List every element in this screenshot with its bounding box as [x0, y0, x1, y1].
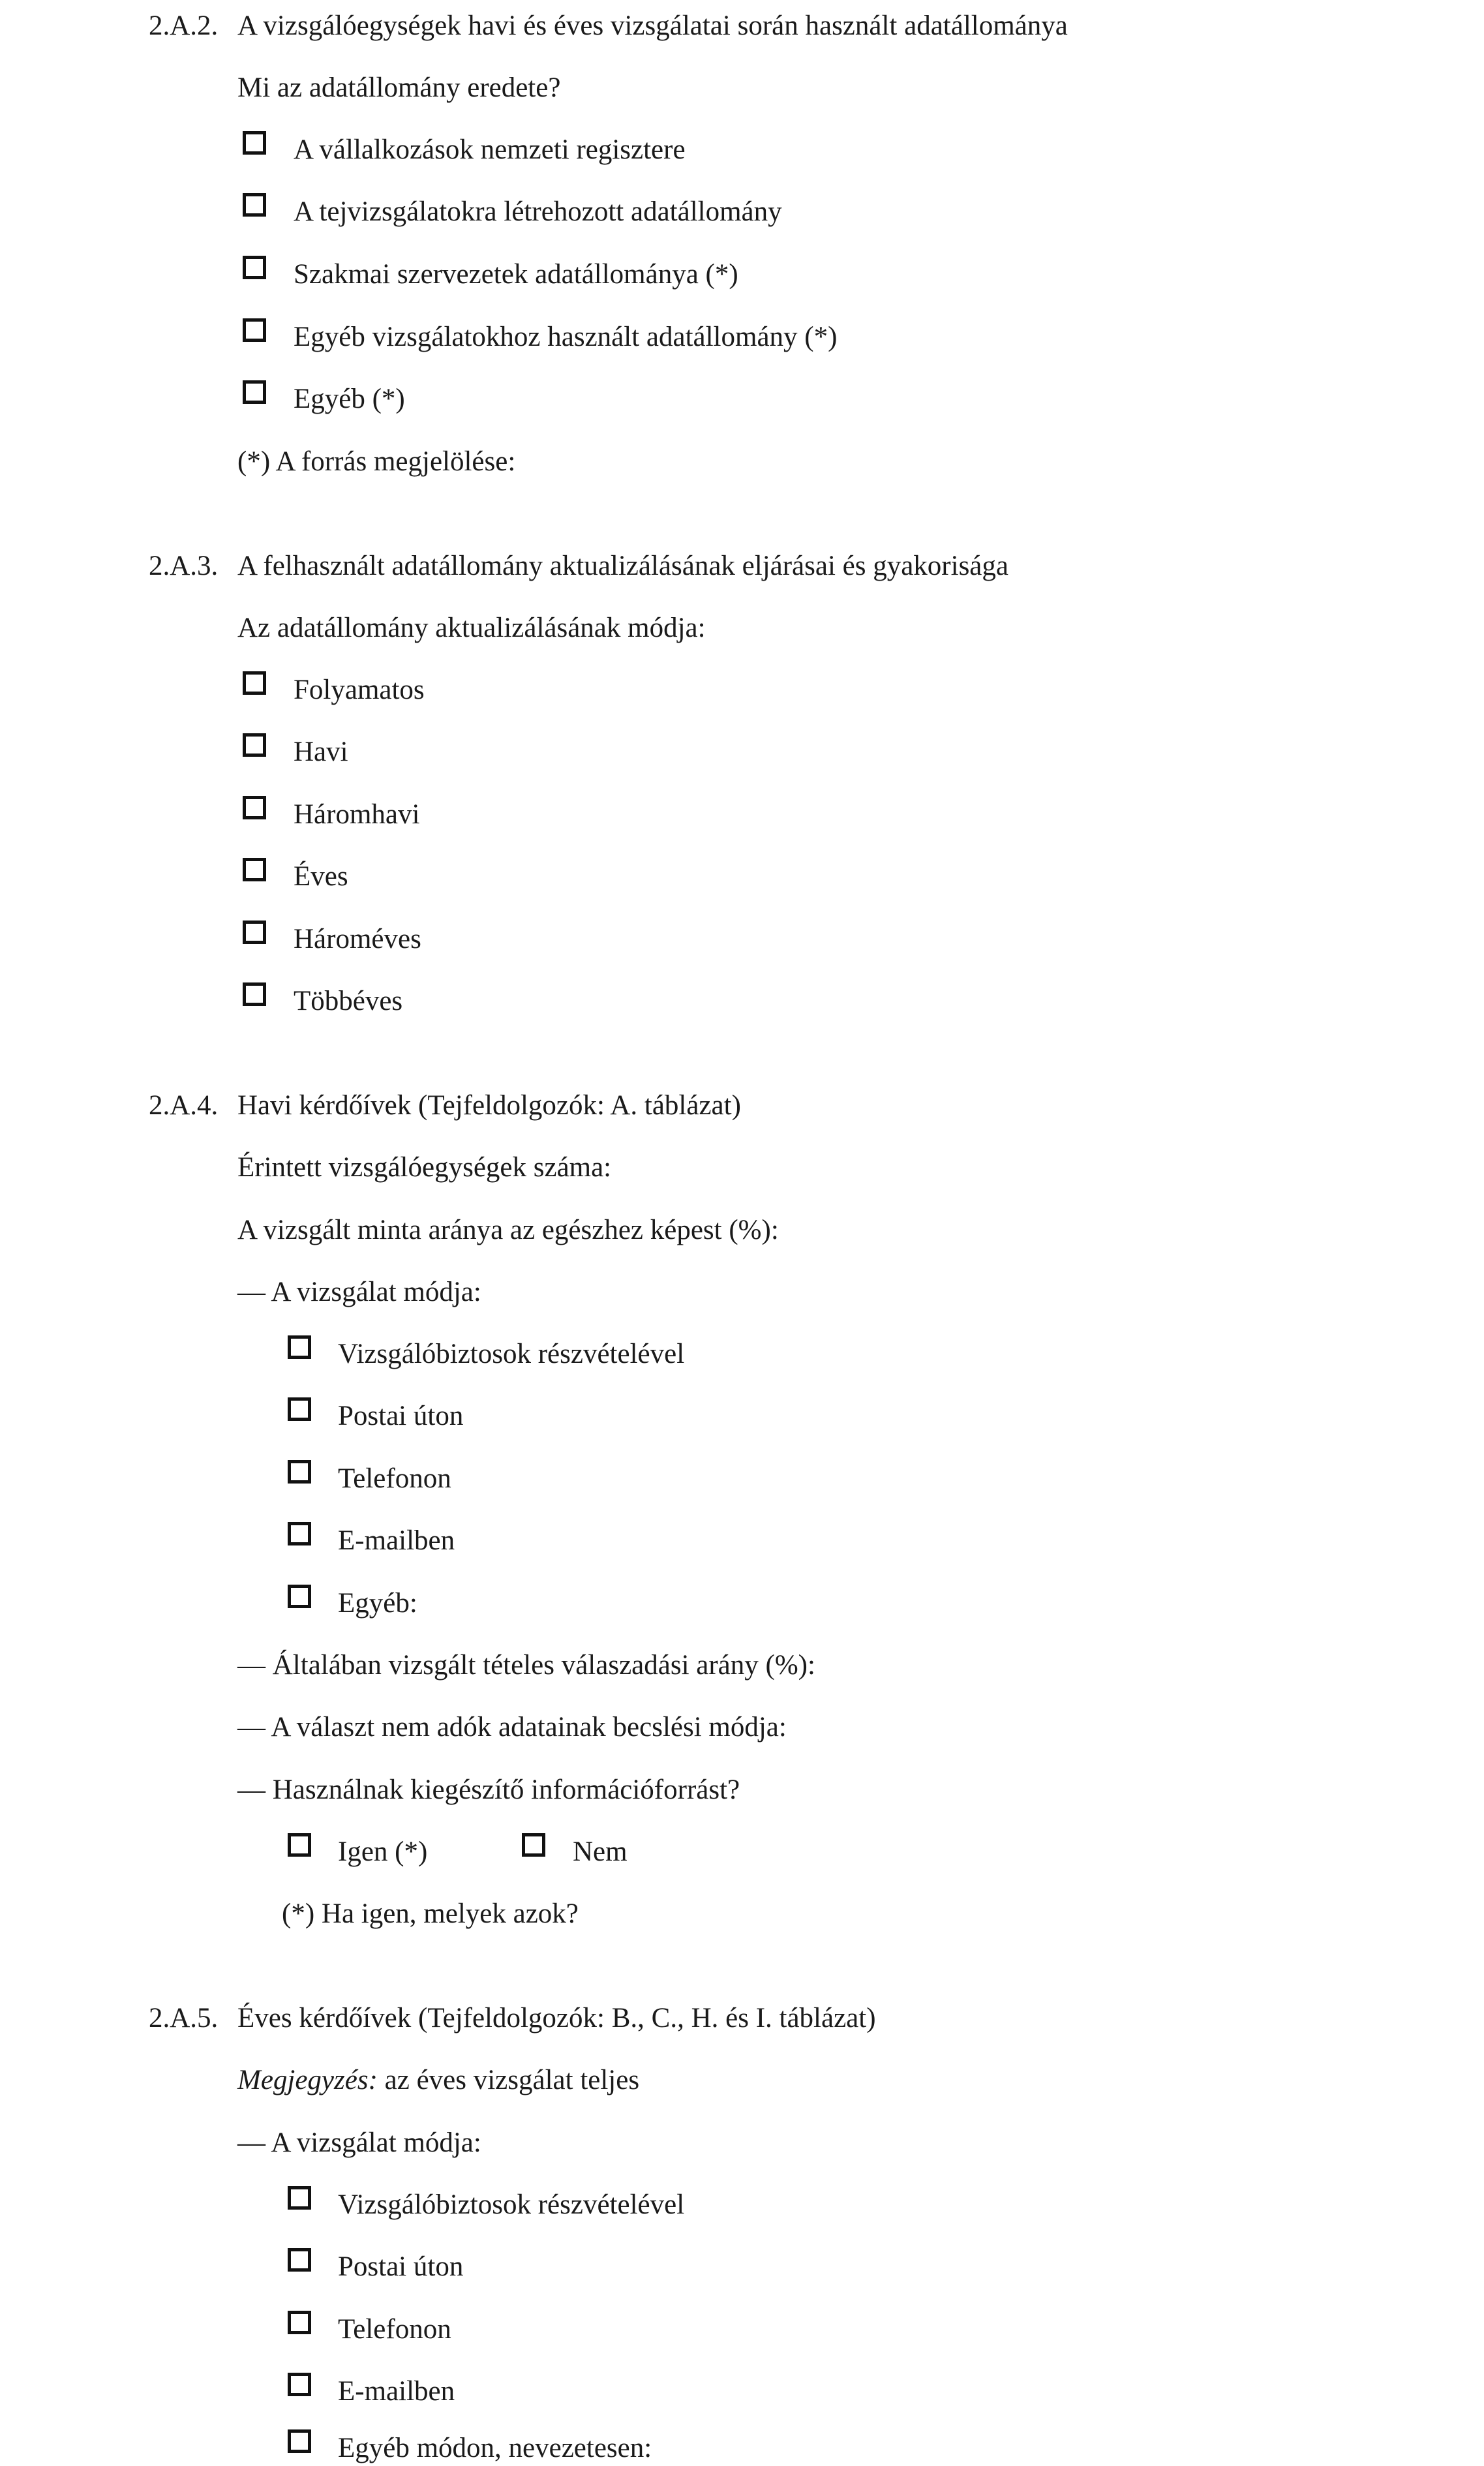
checkbox-national-register[interactable] [243, 131, 266, 155]
option-label: Folyamatos [294, 675, 425, 705]
section-number-2a4: 2.A.4. [149, 1090, 219, 1121]
survey-method-label: — A vizsgálat módja: [237, 1277, 481, 1307]
checkbox-other-surveys[interactable] [243, 318, 266, 342]
checkbox-professional-orgs[interactable] [243, 256, 266, 279]
option-label: Egyéb (*) [294, 384, 405, 414]
section-title-2a4: Havi kérdőívek (Tejfeldolgozók: A. táblázat) [237, 1090, 741, 1121]
option-label: Éves [294, 861, 348, 892]
checkbox-triennial[interactable] [243, 921, 266, 944]
option-label: Egyéb: [338, 1588, 417, 1619]
option-label: Szakmai szervezetek adatállománya (*) [294, 259, 738, 290]
units-count-label: Érintett vizsgálóegységek száma: [237, 1152, 612, 1183]
note-label: Megjegyzés: [237, 2065, 378, 2095]
option-label: A vállalkozások nemzeti regisztere [294, 134, 686, 165]
section-title-2a3: A felhasznált adatállomány aktualizálásának eljárásai és gyakorisága [237, 551, 1008, 581]
option-label: Háromhavi [294, 799, 420, 830]
option-label: E-mailben [338, 1525, 455, 1556]
section-title-2a5: Éves kérdőívek (Tejfeldolgozók: B., C., H. és I. táblázat) [237, 2003, 876, 2033]
checkbox-other-source[interactable] [243, 380, 266, 404]
option-label: Egyéb módon, nevezetesen: [338, 2433, 652, 2463]
estimation-method-label: — A választ nem adók adatainak becslési módja: [237, 1712, 787, 1743]
checkbox-email[interactable] [288, 1522, 311, 1545]
survey-method-label: — A vizsgálat módja: [237, 2127, 481, 2158]
data-source-question: Mi az adatállomány eredete? [237, 72, 561, 103]
option-label: Postai úton [338, 2251, 464, 2282]
checkbox-quarterly[interactable] [243, 796, 266, 819]
option-label: Telefonon [338, 2314, 451, 2345]
option-label: Havi [294, 737, 348, 767]
checkbox-interviewers-annual[interactable] [288, 2186, 311, 2210]
checkbox-telephone[interactable] [288, 1460, 311, 1484]
checkbox-postal[interactable] [288, 1397, 311, 1421]
option-label: Telefonon [338, 1463, 451, 1494]
supplementary-footnote: (*) Ha igen, melyek azok? [282, 1898, 579, 1929]
option-label: Vizsgálóbiztosok részvételével [338, 2189, 685, 2220]
section-title-2a2: A vizsgálóegységek havi és éves vizsgálatai során használt adatállománya [237, 10, 1068, 41]
response-rate-label: — Általában vizsgált tételes válaszadási arány (%): [237, 1650, 815, 1681]
source-footnote: (*) A forrás megjelölése: [237, 446, 516, 477]
checkbox-milk-survey-database[interactable] [243, 193, 266, 217]
checkbox-other-method-annual[interactable] [288, 2429, 311, 2453]
checkbox-postal-annual[interactable] [288, 2248, 311, 2272]
checkbox-yes[interactable] [288, 1833, 311, 1857]
checkbox-interviewers[interactable] [288, 1335, 311, 1359]
option-label: Többéves [294, 986, 403, 1016]
checkbox-multiannual[interactable] [243, 982, 266, 1006]
note-text: az éves vizsgálat teljes [377, 2065, 640, 2095]
checkbox-other-method[interactable] [288, 1585, 311, 1608]
section-number-2a2: 2.A.2. [149, 10, 219, 41]
checkbox-email-annual[interactable] [288, 2373, 311, 2396]
option-label: E-mailben [338, 2376, 455, 2407]
checkbox-telephone-annual[interactable] [288, 2311, 311, 2334]
checkbox-monthly[interactable] [243, 733, 266, 757]
section-number-2a5: 2.A.5. [149, 2003, 219, 2033]
update-method-question: Az adatállomány aktualizálásának módja: [237, 613, 706, 643]
no-label: Nem [573, 1836, 628, 1867]
checkbox-no[interactable] [522, 1833, 545, 1857]
supplementary-source-question: — Használnak kiegészítő információforrást? [237, 1774, 740, 1805]
option-label: Postai úton [338, 1401, 464, 1431]
note-line [237, 2066, 639, 2094]
yes-label: Igen (*) [338, 1836, 428, 1867]
checkbox-annual[interactable] [243, 858, 266, 881]
option-label: A tejvizsgálatokra létrehozott adatállomány [294, 196, 782, 227]
option-label: Vizsgálóbiztosok részvételével [338, 1339, 685, 1369]
section-number-2a3: 2.A.3. [149, 551, 219, 581]
option-label: Egyéb vizsgálatokhoz használt adatállomány (*) [294, 322, 838, 352]
checkbox-continuous[interactable] [243, 671, 266, 695]
option-label: Hároméves [294, 924, 421, 954]
sample-ratio-label: A vizsgált minta aránya az egészhez képest (%): [237, 1215, 779, 1245]
